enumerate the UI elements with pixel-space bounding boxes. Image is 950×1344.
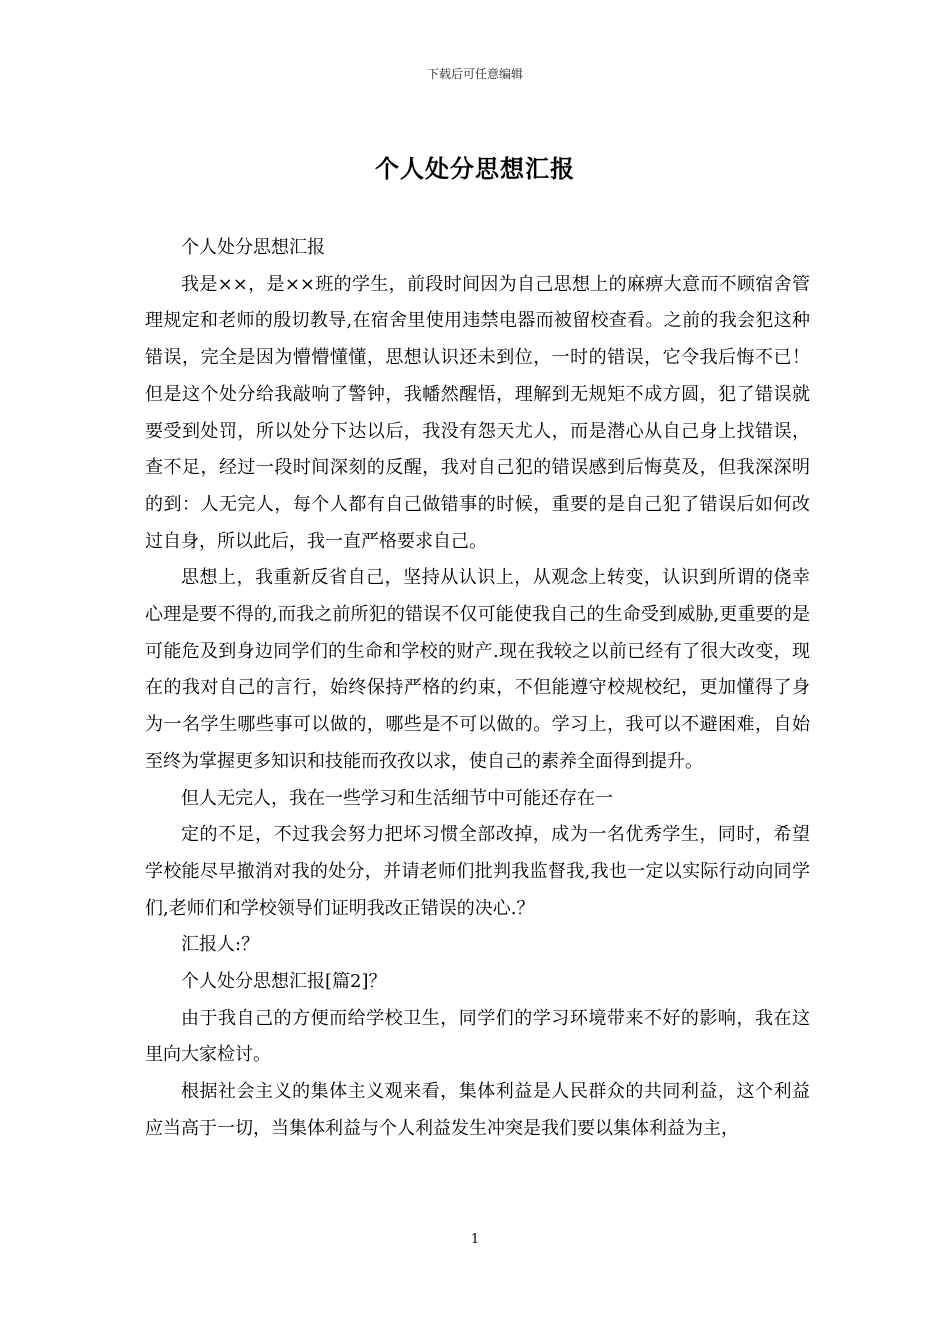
paragraph-subtitle: 个人处分思想汇报 [181,237,325,258]
paragraph: 但人无完人，我在一些学习和生活细节中可能还存在一 [181,787,613,809]
document-title: 个人处分思想汇报 [375,154,575,183]
page-header: 下载后可任意编辑 [426,67,523,81]
paragraph-signature: 汇报人:？ [181,934,260,956]
paragraph-section-heading: 个人处分思想汇报[篇2]？ [181,971,387,993]
paragraph: 我是××，是××班的学生，前段时间因为自己思想上的麻痹大意而不顾宿舍管理规定和老师的殷切教导,在宿舍里使用违禁电器而被留校查看。之前的我会犯这种错误，完全是因为懵懵懂懂，思想认识还未到位，一时的错误，它令我后悔不已！但是这个处分给我敲响了警钟，我幡然醒悟，理解到无规矩不成方圆，犯了错误就要受到处罚，所以处分下达以后，我没有怨天尤人，而是潜心从自己身上找错误，查不足，经过一段时间深刻的反醒，我对自己犯的错误感到后悔莫及，但我深深明的到：人无完人，每个人都有自己做错事的时候，重要的是自己犯了错误后如何改过自身，所以此后，我一直严格要求自己。 [145,273,810,552]
paragraph: 定的不足，不过我会努力把坏习惯全部改掉，成为一名优秀学生，同时，希望学校能尽早撤消对我的处分，并请老师们批判我监督我,我也一定以实际行动向同学们,老师们和学校领导们证明我改正错误的决心.？ [145,824,810,919]
paragraph: 由于我自己的方便而给学校卫生，同学们的学习环境带来不好的影响，我在这里向大家检讨。 [145,1007,810,1066]
page-number: 1 [470,1232,480,1247]
paragraph: 思想上，我重新反省自己，坚持从认识上，从观念上转变，认识到所谓的侥幸心理是要不得的,而我之前所犯的错误不仅可能使我自己的生命受到威胁,更重要的是可能危及到身边同学们的生命和学校的财产.现在我较之以前已经有了很大改变，现在的我对自己的言行，始终保持严格的约束，不但能遵守校规校纪，更加懂得了身为一名学生哪些事可以做的，哪些是不可以做的。学习上，我可以不避困难，自始至终为掌握更多知识和技能而孜孜以求，使自己的素养全面得到提升。 [145,567,810,772]
document-body [145,230,810,1148]
paragraph: 根据社会主义的集体主义观来看，集体利益是人民群众的共同利益，这个利益应当高于一切，当集体利益与个人利益发生冲突是我们要以集体利益为主， [145,1081,810,1139]
